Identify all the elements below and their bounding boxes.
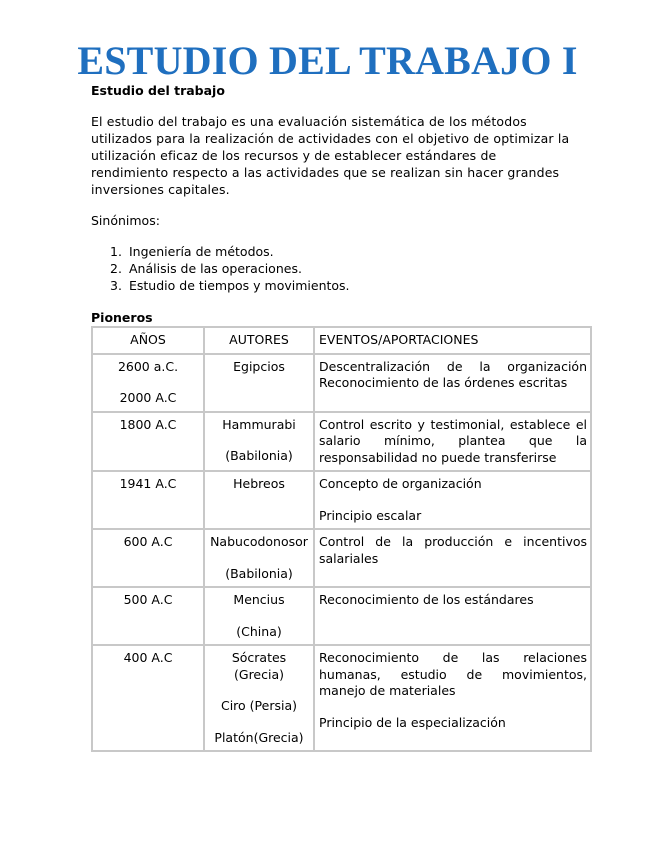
table-row bbox=[92, 471, 591, 529]
year-cell: 2600 a.C. 2000 A.C bbox=[92, 354, 204, 412]
year-cell: 500 A.C bbox=[92, 587, 204, 645]
year-cell: 600 A.C bbox=[92, 529, 204, 587]
table-row bbox=[92, 529, 591, 587]
event-cell: Concepto de organización Principio escalar bbox=[314, 471, 591, 529]
author-cell: Nabucodonosor (Babilonia) bbox=[204, 529, 314, 587]
synonym-text: Ingeniería de métodos. bbox=[129, 244, 274, 259]
header-cell: AÑOS bbox=[92, 327, 204, 354]
table-row bbox=[92, 587, 591, 645]
year-cell: 1941 A.C bbox=[92, 471, 204, 529]
year-cell: 400 A.C bbox=[92, 645, 204, 751]
synonyms-label: Sinónimos: bbox=[91, 213, 160, 228]
event-cell: Descentralización de la organización Reconocimiento de las órdenes escritas bbox=[314, 354, 591, 412]
year-cell: 1800 A.C bbox=[92, 412, 204, 472]
author-cell: Sócrates (Grecia) Ciro (Persia) Platón(Grecia) bbox=[204, 645, 314, 751]
pioneers-table bbox=[91, 326, 592, 752]
table-row bbox=[92, 354, 591, 412]
list-item: 3. Estudio de tiempos y movimientos. bbox=[110, 278, 350, 293]
event-cell: Control escrito y testimonial, establece el salario mínimo, plantea que la responsabilidad no puede transferirse bbox=[314, 412, 591, 472]
section-title: Pioneros bbox=[91, 310, 153, 325]
author-cell: Mencius (China) bbox=[204, 587, 314, 645]
list-item: 2. Análisis de las operaciones. bbox=[110, 261, 302, 276]
header-cell: AUTORES bbox=[204, 327, 314, 354]
author-cell: Hebreos bbox=[204, 471, 314, 529]
document-title: ESTUDIO DEL TRABAJO I bbox=[77, 38, 578, 83]
header-cell: EVENTOS/APORTACIONES bbox=[314, 327, 591, 354]
table-header-row bbox=[92, 327, 591, 354]
table-row bbox=[92, 412, 591, 472]
synonym-text: Análisis de las operaciones. bbox=[129, 261, 302, 276]
synonym-text: Estudio de tiempos y movimientos. bbox=[129, 278, 350, 293]
table-row bbox=[92, 645, 591, 751]
event-cell: Reconocimiento de los estándares bbox=[314, 587, 591, 645]
event-cell: Reconocimiento de las relaciones humanas, estudio de movimientos, manejo de materiales Principio de la especialización bbox=[314, 645, 591, 751]
event-cell: Control de la producción e incentivos salariales bbox=[314, 529, 591, 587]
author-cell: Hammurabi (Babilonia) bbox=[204, 412, 314, 472]
subtitle: Estudio del trabajo bbox=[91, 83, 225, 98]
author-cell: Egipcios bbox=[204, 354, 314, 412]
synonyms-list bbox=[91, 243, 350, 294]
list-item: 1. Ingeniería de métodos. bbox=[110, 244, 274, 259]
intro-paragraph: El estudio del trabajo es una evaluación sistemática de los métodos utilizados para la realización de actividades con el objetivo de optimizar la utilización eficaz de los recursos y de establecer estándares de rendimiento respecto a las actividades que se realizan sin hacer grandes inversiones capitales. bbox=[91, 114, 570, 197]
